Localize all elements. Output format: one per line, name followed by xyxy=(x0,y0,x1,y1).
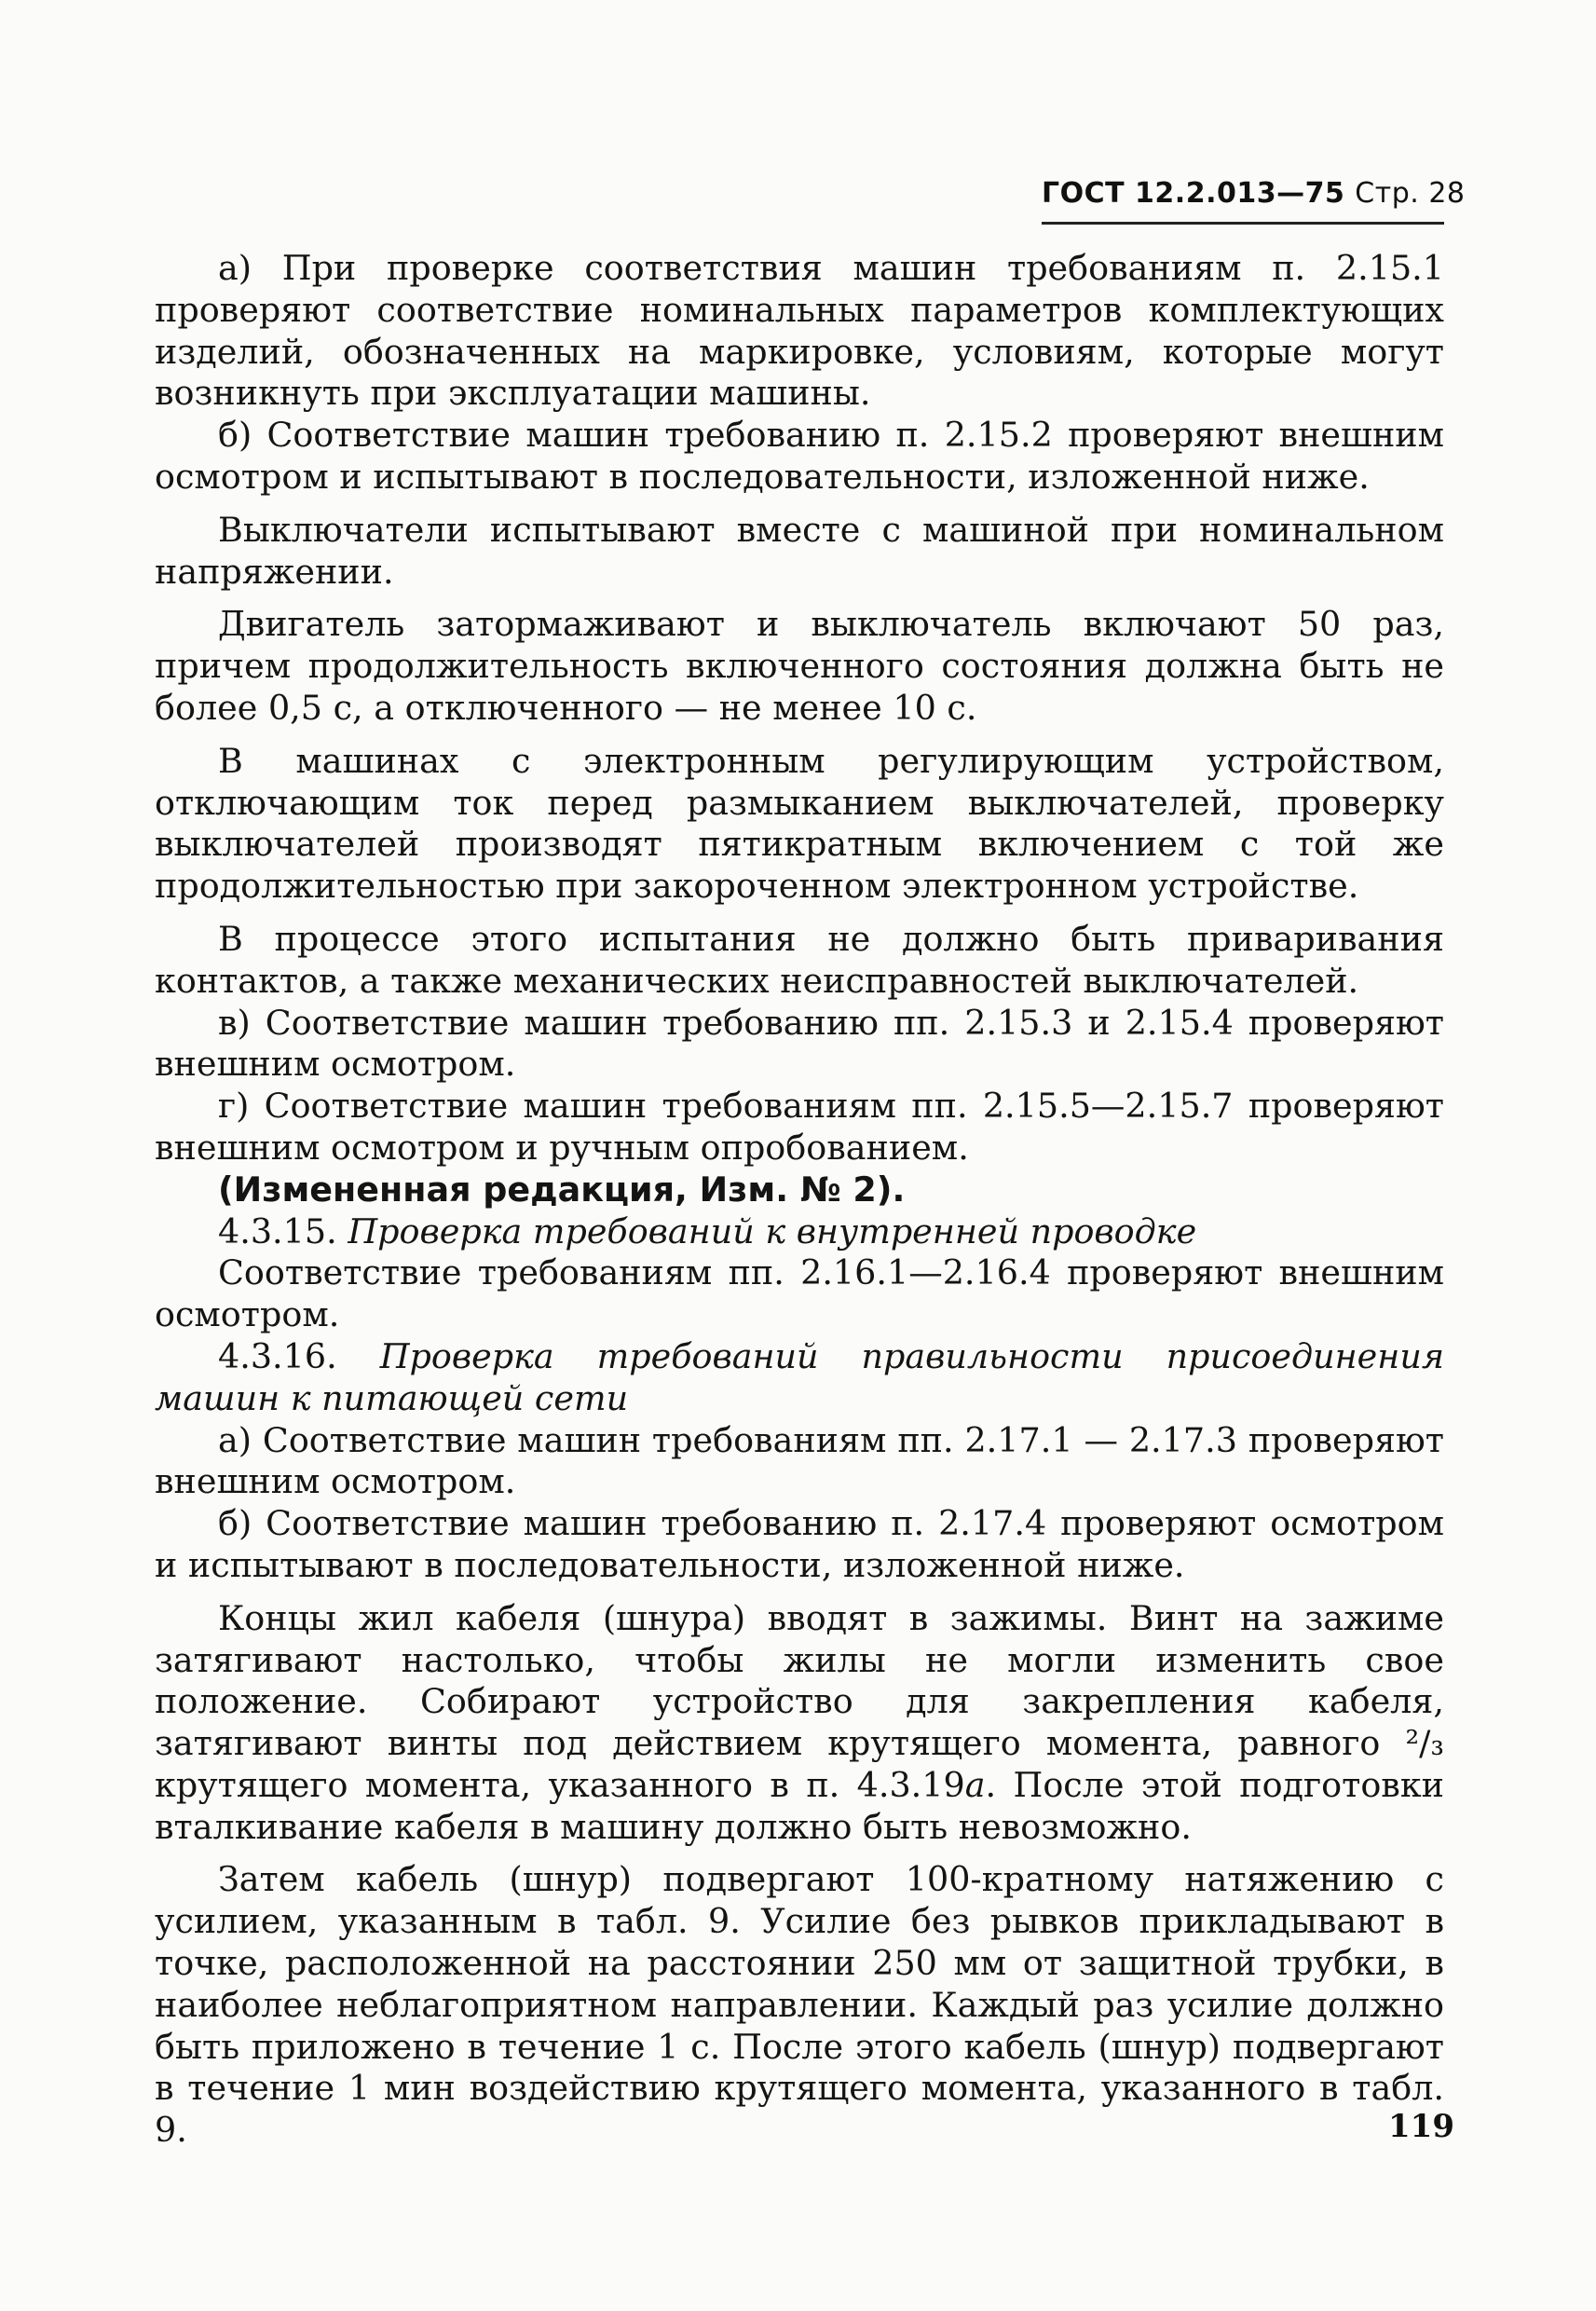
standard-designation: ГОСТ 12.2.013—75 xyxy=(1042,177,1345,210)
section-title: Проверка требований к внутренней проводке xyxy=(348,1210,1197,1251)
paragraph-item-a-2: а) Соответствие машин требованиям пп. 2.17.1 — 2.17.3 проверяют внешним осмотром. xyxy=(155,1419,1444,1502)
page-number: 119 xyxy=(1388,2108,1454,2145)
paragraph-item-v: в) Соответствие машин требованию пп. 2.15.3 и 2.15.4 проверяют внешним осмотром. xyxy=(155,1002,1444,1085)
paragraph-item-b: б) Соответствие машин требованию п. 2.15.2 проверяют внешним осмотром и испытывают в последовательности, изложенной ниже. xyxy=(155,415,1444,497)
header-rule xyxy=(1042,222,1444,225)
paragraph-cable-ends xyxy=(155,1598,1444,1849)
paragraph-electronic-regulator: В машинах с электронным регулирующим устройством, отключающим ток перед размыканием выключателей, проверку выключателей производят пятикратным включением с той же продолжительностью при закороченном электронном устройстве. xyxy=(155,740,1444,907)
cable-ends-text-2: крутящего момента, указанного в п. 4.3.19 xyxy=(155,1764,965,1805)
paragraph-item-a: а) При проверке соответствия машин требованиям п. 2.15.1 проверяют соответствие номинальных параметров комплектующих изделий, обозначенных на маркировке, условиям, которые могут возникнуть при эксплуатации машины. xyxy=(155,248,1444,414)
fraction-two-thirds: ²/₃ xyxy=(1405,1723,1444,1764)
paragraph-item-b-2: б) Соответствие машин требованию п. 2.17.4 проверяют осмотром и испытывают в последовательности, изложенной ниже. xyxy=(155,1503,1444,1585)
paragraph-no-welding: В процессе этого испытания не должно быть приваривания контактов, а также механических неисправностей выключателей. xyxy=(155,918,1444,1001)
page-label: Стр. 28 xyxy=(1355,177,1466,210)
section-title: Проверка требований правильности присоединения машин к питающей сети xyxy=(155,1335,1444,1418)
body-text xyxy=(155,248,1444,2152)
cable-ends-text-1: Концы жил кабеля (шнура) вводят в зажимы. Винт на зажиме затягивают настолько, чтобы жилы не могли изменить свое положение. Собирают устройство для закрепления кабеля, затягивают винты под действием крутящего момента, равного xyxy=(155,1597,1444,1764)
section-number: 4.3.16. xyxy=(218,1335,337,1376)
section-number: 4.3.15. xyxy=(218,1210,337,1251)
paragraph-internal-wiring: Соответствие требованиям пп. 2.16.1—2.16.4 проверяют внешним осмотром. xyxy=(155,1252,1444,1335)
section-4-3-15 xyxy=(155,1211,1444,1253)
page-header xyxy=(1042,177,1466,210)
paragraph-cable-pull-test: Затем кабель (шнур) подвергают 100-кратному натяжению с усилием, указанным в табл. 9. Усилие без рывков прикладывают в точке, расположенной на расстоянии 250 мм от защитной трубки, в наиболее неблагоприятном направлении. Каждый раз усилие должно быть приложено в течение 1 с. После этого кабель (шнур) подвергают в течение 1 мин воздействию крутящего момента, указанного в табл. 9. xyxy=(155,1859,1444,2151)
cable-ends-text-3: . После этой подготовки вталкивание кабеля в машину должно быть невозможно. xyxy=(155,1764,1444,1847)
section-4-3-16 xyxy=(155,1336,1444,1420)
revision-note: (Измененная редакция, Изм. № 2). xyxy=(218,1169,906,1210)
item-letter-a: а xyxy=(964,1764,986,1805)
paragraph-motor-braking: Двигатель затормаживают и выключатель включают 50 раз, причем продолжительность включенного состояния должна быть не более 0,5 с, а отключенного — не менее 10 с. xyxy=(155,604,1444,728)
paragraph-switches: Выключатели испытывают вместе с машиной при номинальном напряжении. xyxy=(155,509,1444,592)
paragraph-item-g: г) Соответствие машин требованиям пп. 2.15.5—2.15.7 проверяют внешним осмотром и ручным опробованием. xyxy=(155,1086,1444,1168)
